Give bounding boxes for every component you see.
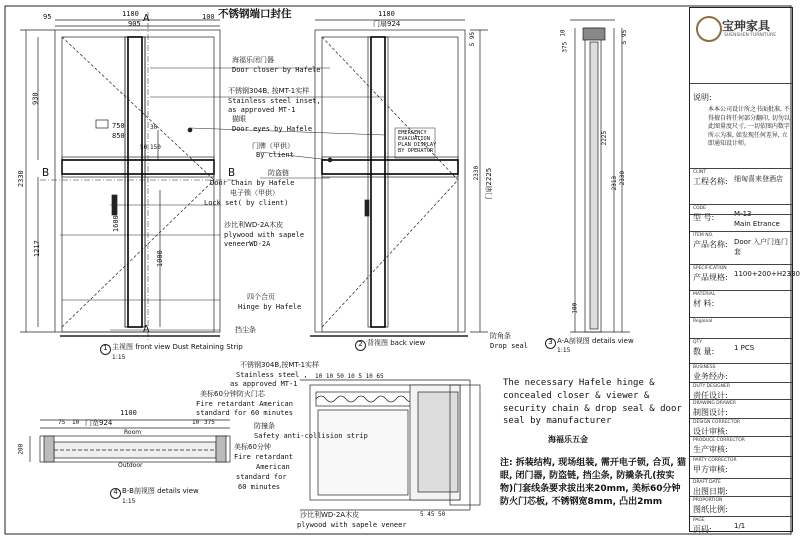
detail-note-veneer-en: plywood with sapele veneer: [297, 521, 407, 529]
title-block-en: DESIGN CORRECTOR: [693, 420, 741, 425]
detail-note-fire-en2: standard for 60 minutes: [196, 409, 293, 417]
aa-dim-375: 375: [561, 41, 569, 53]
title-block-en: ITEM NO.: [693, 233, 714, 238]
front-dim-1000: 1000: [155, 250, 164, 268]
front-dim-50: 50: [140, 144, 148, 151]
section-marker-b-right: B: [228, 167, 236, 179]
drop-seal-en: Drop seal: [490, 342, 528, 350]
title-block-row: [690, 264, 800, 282]
annotation-hinge-en: Hinge by Hafele: [238, 303, 302, 311]
title-block-en: CLINT: [693, 170, 707, 175]
title-block-row: [690, 418, 792, 436]
annotation-lock-en: Lock set( by client): [204, 199, 289, 207]
title-block-row: [690, 436, 792, 454]
annotation-veneer-cn: 沙比利WD-2A木皮: [224, 221, 284, 229]
title-block-val: 1 PCS: [734, 344, 755, 352]
title-block-cn: 图纸比例:: [693, 505, 728, 514]
title-block-en: DRAFT DATE: [693, 480, 721, 485]
company-logo-icon: [696, 16, 722, 42]
title-block-en: DRAWING DRAWER: [693, 401, 736, 406]
detail-note-fire2-cn: 美标60分钟: [234, 443, 271, 451]
aa-dim-2330: 2330: [619, 170, 627, 186]
annotation-chain-cn: 防盗链: [268, 169, 289, 177]
back-top-dim: 5 95: [469, 31, 477, 47]
title-block-row: [690, 204, 792, 222]
title-block: [689, 7, 800, 534]
bb-dim-75: 75: [58, 419, 66, 426]
title-block-row: [690, 456, 792, 474]
title-block-cn: 生产审核:: [693, 445, 728, 454]
remarks-text: 本本公司设计所之书面批准, 不得擅自将任何部分翻印, 切勿以此图量度尺寸, 一切依图内数字所示为准, 如发现任何差异, 立即通知设计师。: [708, 106, 790, 147]
title-block-cn: 工程名称:: [693, 177, 728, 186]
title-block-row: [690, 516, 792, 534]
annotation-closer-en: Door closer by Hafele: [232, 66, 321, 74]
detail-top-dims: 10 10 50 10 5 10 65: [315, 373, 384, 380]
detail-bottom-dims: 5 45 50: [420, 511, 446, 518]
bb-caption: B-B剖视图 details view: [122, 487, 199, 495]
title-block-row: [690, 478, 792, 496]
bb-scale: 1:15: [122, 498, 136, 505]
remarks-title: 说明:: [693, 93, 712, 102]
back-caption: 背视图 back view: [367, 339, 426, 347]
title-block-row: [690, 290, 792, 308]
section-marker-b-left: B: [42, 167, 50, 179]
front-scale: 1:15: [112, 354, 126, 361]
back-dim-2330: 2330: [473, 165, 481, 181]
title-block-cn: 出图日期:: [693, 487, 728, 496]
aa-caption: A-A剖视图 details view: [557, 337, 634, 345]
front-total-height-dim: 2330: [16, 170, 25, 188]
title-block-val: M-13: [734, 210, 752, 218]
title-block-cn: 责任设计:: [693, 391, 728, 400]
title-block-en: PRODUCE CORRECTOR: [693, 438, 745, 443]
title-block-en: BUSINESS: [693, 365, 716, 370]
title-block-row: [690, 399, 792, 417]
general-notes-cn-title: 海福乐五金: [548, 435, 588, 444]
detail-note-collision-cn: 防撞条: [254, 422, 275, 430]
aa-dim-10: 10: [559, 29, 567, 37]
back-door-width-dim: 门扇924: [373, 20, 401, 28]
title-block-en: PARTY CORRECTOR: [693, 458, 737, 463]
title-block-cn: 材 料:: [693, 299, 715, 308]
notice-line-2: EVACUATION: [398, 136, 430, 142]
detail-note-collision-en: Safety anti-collision strip: [254, 432, 368, 440]
company-name-en: SHENSHEN FURNITURE: [724, 33, 777, 38]
title-block-cn: 甲方审核:: [693, 465, 728, 474]
front-left-margin-dim: 95: [43, 13, 52, 21]
back-caption-number: 2: [355, 340, 366, 351]
drawing-header-title: 不锈钢端口封住: [218, 8, 292, 20]
annotation-hinge-cn: 四个合页: [247, 293, 275, 301]
notice-line-1: EMERGENCY: [398, 130, 427, 136]
title-block-cn: 页码:: [693, 525, 712, 534]
title-block-cn: 制图设计:: [693, 408, 728, 417]
title-block-en: PAGE: [693, 518, 705, 523]
title-block-row: [690, 496, 792, 514]
title-block-en: MATERIAL: [693, 292, 716, 297]
annotation-closer-cn: 海福乐闭门器: [232, 56, 274, 64]
title-block-row: [690, 363, 792, 381]
title-block-en: CODE: [693, 206, 706, 211]
bb-outdoor-label: Outdoor: [118, 462, 143, 469]
title-block-row: [690, 231, 792, 256]
title-block-en: PROPORTION: [693, 498, 723, 503]
back-door-height: 门扇2225: [485, 167, 494, 200]
aa-dim-2313: 2313: [611, 175, 619, 191]
title-block-val: 1100+200+H2330: [734, 270, 800, 278]
aa-dim-595: 5 95: [621, 29, 629, 45]
aa-scale: 1:15: [557, 347, 571, 354]
bb-dim-10b: 10: [192, 419, 200, 426]
title-block-row: [690, 317, 792, 324]
front-dim-750: 750: [112, 122, 125, 130]
annotation-lock-cn: 电子锁（甲供）: [230, 189, 279, 197]
bb-dim-375: 375: [204, 419, 215, 426]
title-block-row: [690, 168, 792, 186]
front-lower-dim: 1217: [32, 240, 41, 258]
front-right-margin-dim: 100: [202, 13, 215, 21]
title-block-cn: 设计审核:: [693, 427, 728, 436]
title-block-cn: 产品规格:: [693, 273, 728, 282]
detail-note-fire-en1: Fire retardant American: [196, 400, 293, 408]
title-block-row: [690, 382, 792, 400]
general-notes-cn: 注: 拆装结构, 现场组装, 需开电子锁, 合页, 猫眼, 闭门器, 防盗链, 挡尘条, 防撬条孔(按实物)门套线条要求拔出来20mm, 美标60分钟防火门芯板, 不锈钢宽8mm, 凸出2mm: [500, 458, 686, 507]
detail-note-fire2-en1: Fire retardant: [234, 453, 294, 461]
detail-note-stainless-en2: as approved MT-1: [230, 380, 298, 388]
title-block-en: DUTY DESIGNER: [693, 384, 731, 389]
aa-dim-2225: 2225: [601, 130, 609, 146]
title-block-en: QTY: [693, 340, 703, 345]
annotation-eyes-en: Door eyes by Hafele: [232, 125, 313, 133]
annotation-plate-cn: 门牌（甲供）: [252, 142, 294, 150]
back-view-outline: [310, 20, 488, 336]
notice-line-3: PLAN DISPLAY: [398, 142, 437, 148]
section-marker-a-top: A: [143, 13, 150, 24]
detail-note-veneer-cn: 沙比利WD-2A木皮: [300, 511, 360, 519]
title-block-val: Door 入户门连门套: [734, 238, 789, 256]
aa-dim-100: 100: [571, 302, 579, 314]
notice-line-4: BY OPERATOR: [398, 148, 434, 154]
annotation-veneer-en: plywood with sapele: [224, 231, 305, 239]
detail-section-outline: [300, 380, 480, 510]
front-dim-850: 850: [112, 132, 125, 140]
section-bb-outline: [30, 420, 230, 462]
general-notes-en: The necessary Hafele hinge & concealed closer & viewer & security chain & drop seal & door seal by manufacturer: [503, 378, 682, 427]
front-dim-30: 30: [150, 124, 158, 131]
annotation-stainless-cn: 不锈钢304B, 按MT-1实样: [228, 87, 310, 95]
detail-note-fire2-en3: standard for: [236, 473, 287, 481]
front-overall-dim: 1100: [122, 10, 139, 18]
annotation-stainless-en2: as approved MT-1: [228, 106, 296, 114]
front-view-outline: [16, 12, 238, 340]
bb-room-label: Room: [124, 429, 142, 436]
detail-note-stainless-cn: 不锈钢304B,按MT-1实样: [240, 361, 320, 369]
front-door-width-dim: 905: [128, 20, 141, 28]
company-name: 宝珅家具: [722, 19, 771, 33]
bb-door-width: 门宽924: [85, 419, 113, 427]
back-overall-dim: 1100: [378, 10, 395, 18]
title-block-cn: 产品名称:: [693, 240, 728, 249]
front-upper-dim: 930: [31, 92, 40, 105]
bb-caption-number: 4: [110, 488, 121, 499]
annotation-dust-strip-cn: 挡尘条: [235, 326, 256, 334]
title-block-val: 细匈喜来登酒店: [734, 175, 783, 183]
title-block-en: SPECIFICATION: [693, 266, 727, 271]
detail-note-fire2-en4: 60 minutes: [238, 483, 281, 491]
bb-left-dim: 200: [17, 443, 25, 455]
title-block-en: Regional: [693, 319, 713, 324]
bb-overall-dim: 1100: [120, 409, 137, 417]
annotation-veneer-en2: veneerWD-2A: [224, 240, 271, 248]
title-block-val: 1/1: [734, 522, 746, 530]
front-caption: 主视图 front view Dust Retaining Strip: [112, 343, 243, 351]
detail-note-stainless-en1: Stainless steel ,: [236, 371, 308, 379]
detail-note-fire-cn: 美标60分钟防火门芯: [200, 390, 265, 398]
front-dim-1600: 1600: [111, 215, 120, 233]
title-block-row: [690, 338, 792, 356]
title-block-cn: 业务经办:: [693, 372, 728, 381]
annotation-plate-en: By client: [256, 151, 294, 159]
title-block-val: Main Etrance: [734, 220, 780, 228]
drop-seal-cn: 防角条: [490, 332, 511, 340]
bb-dim-10: 10: [72, 419, 80, 426]
aa-caption-number: 3: [545, 338, 556, 349]
title-block-cn: 型 号:: [693, 213, 715, 222]
annotation-stainless-en: Stainless steel inset,: [228, 97, 321, 105]
front-dim-150: 150: [150, 144, 161, 151]
section-marker-a-bottom: A: [143, 324, 150, 335]
detail-note-fire2-en2: American: [256, 463, 290, 471]
annotation-eyes-cn: 猫眼: [232, 115, 246, 123]
title-block-cn: 数 量:: [693, 347, 715, 356]
annotation-chain-en: Door Chain by Hafele: [210, 179, 295, 187]
front-caption-number: 1: [100, 344, 111, 355]
